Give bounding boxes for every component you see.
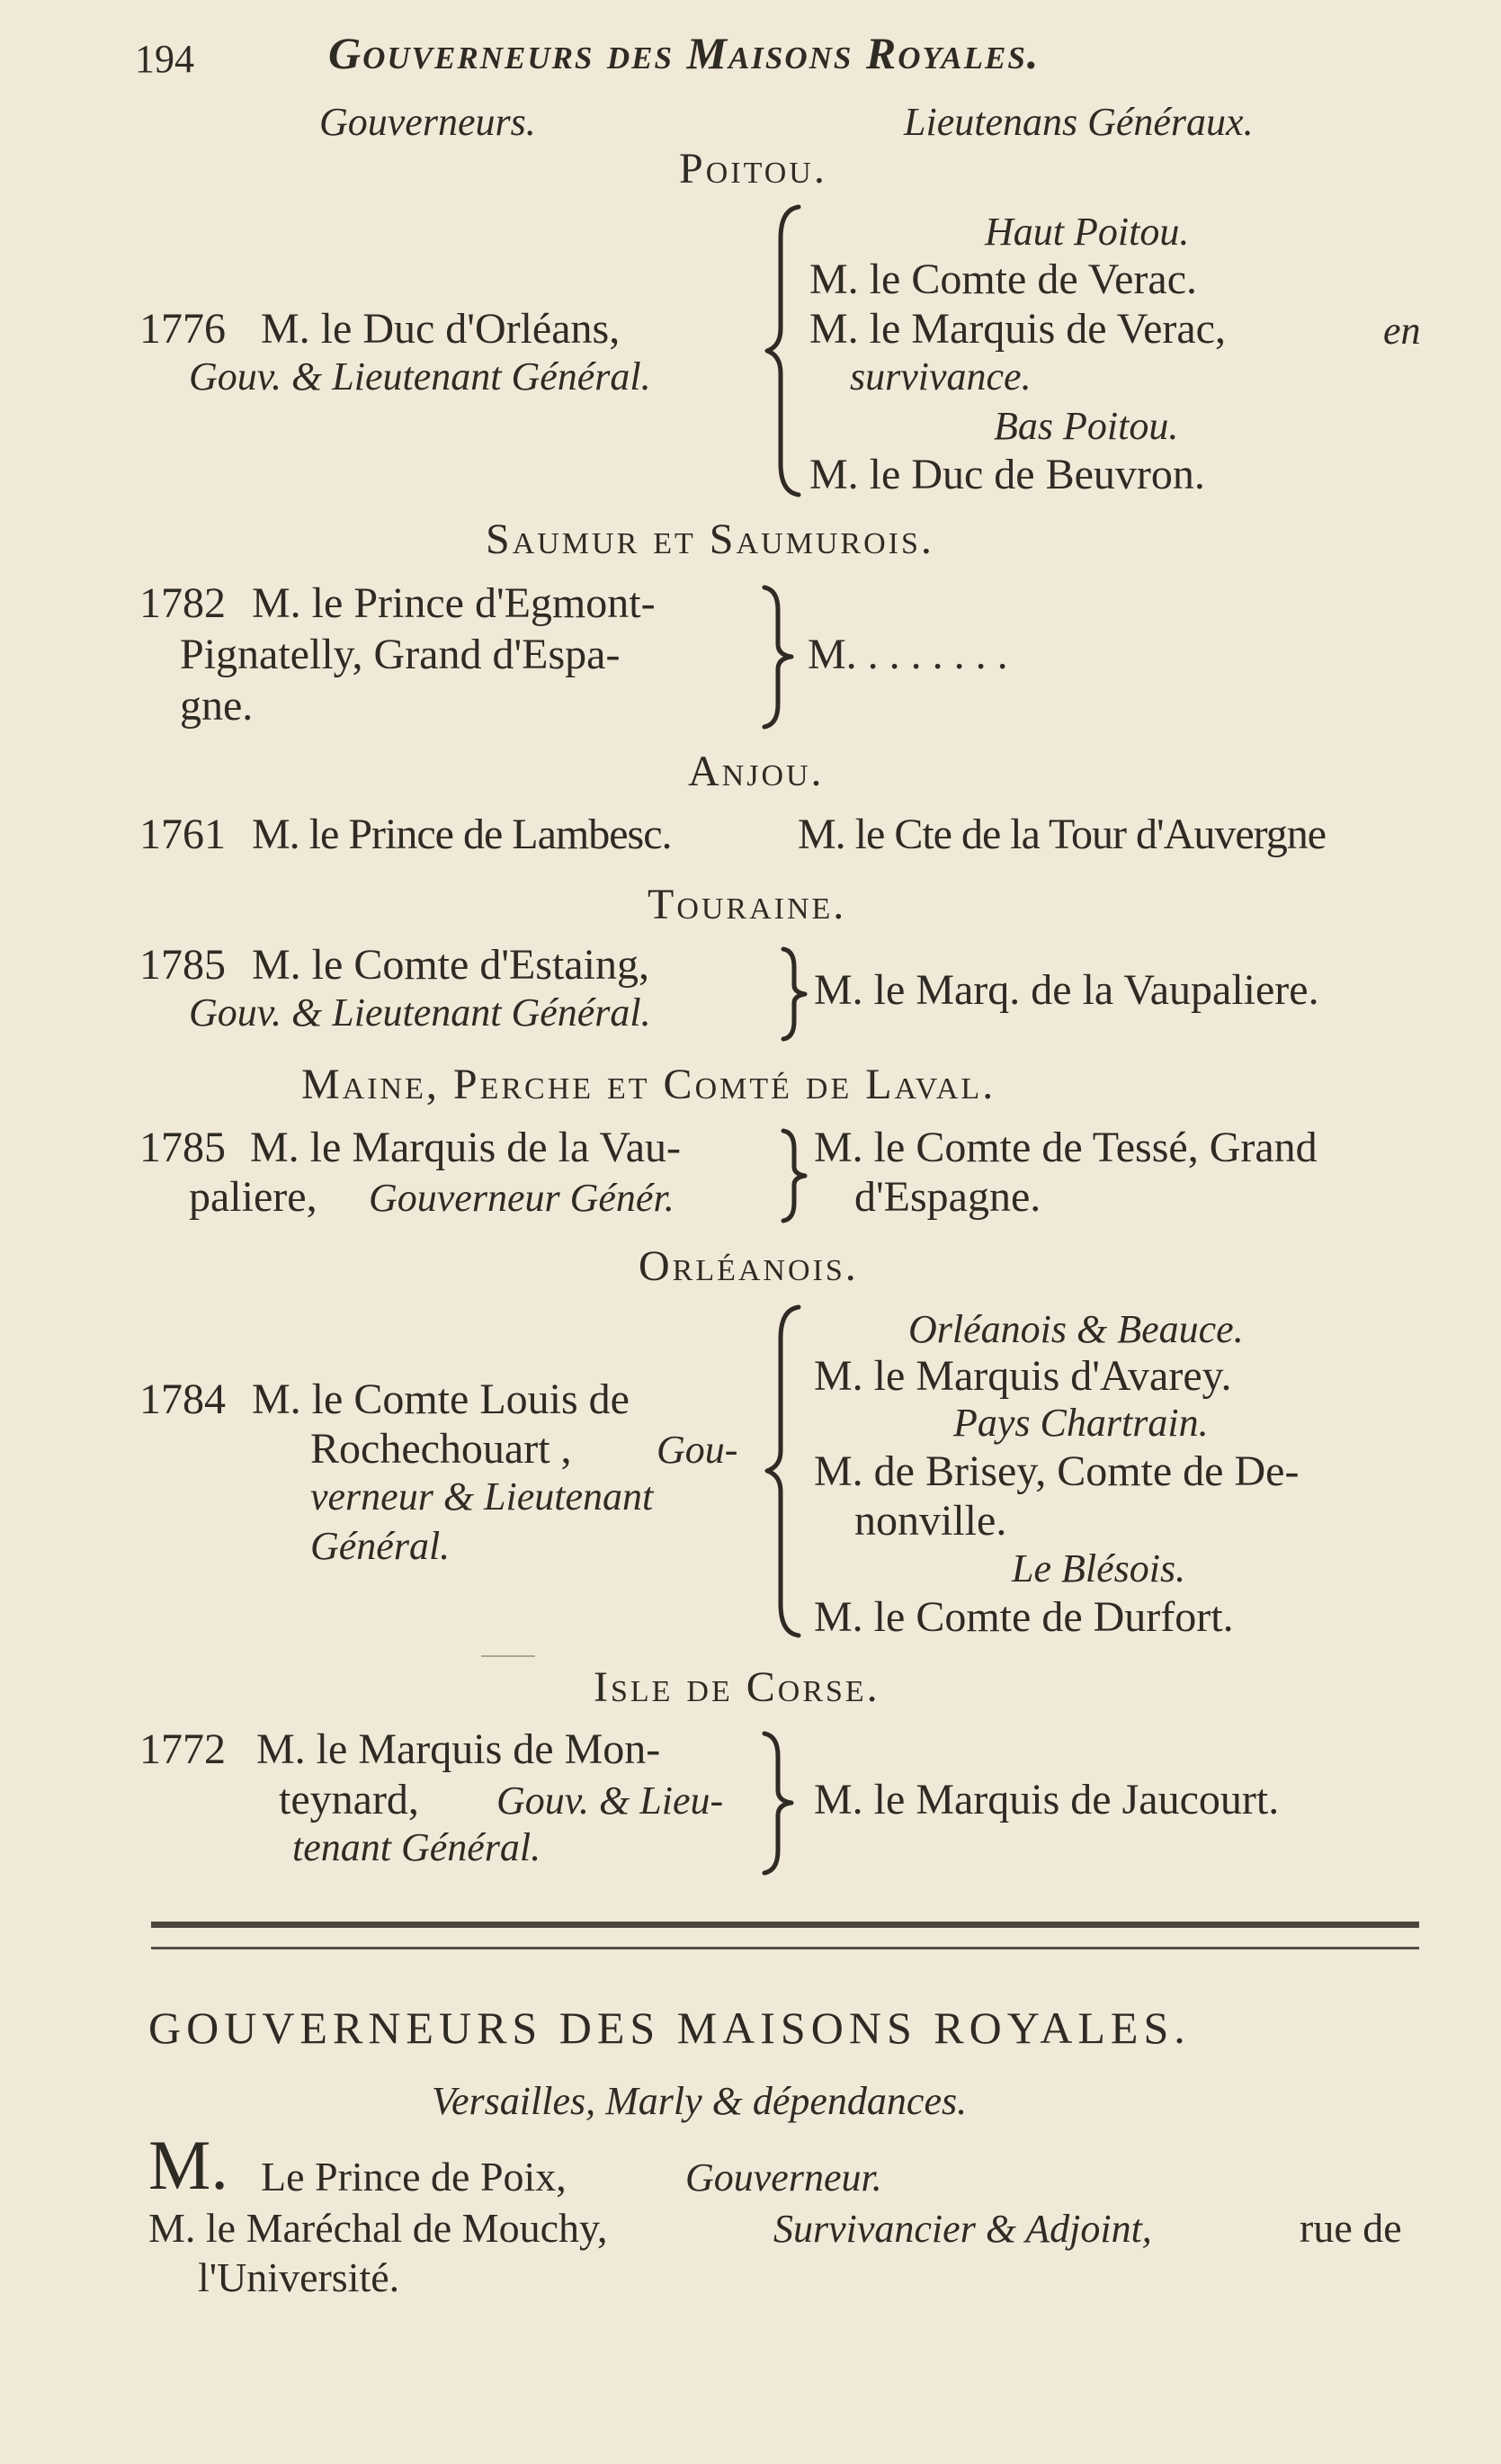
maine-governor-line-2: paliere, <box>189 1173 317 1221</box>
touraine-governor: M. le Comte d'Estaing, <box>252 941 649 989</box>
orleanois-year: 1784 <box>139 1375 226 1423</box>
drop-initial: M. <box>148 2126 228 2204</box>
poitou-governor-title: Gouv. & Lieutenant Général. <box>189 354 651 399</box>
orleanois-brace <box>763 1303 808 1640</box>
running-title: Gouverneurs des Maisons Royales. <box>328 28 1041 78</box>
small-divider <box>481 1655 535 1657</box>
column-header-lieutenants: Lieutenans Généraux. <box>904 100 1254 144</box>
maisons-line-3: l'Université. <box>198 2254 400 2300</box>
anjou-year: 1761 <box>139 811 226 858</box>
poitou-lieutenant-1: M. le Comte de Verac. <box>809 255 1197 303</box>
saumur-governor-line-3: gne. <box>180 682 254 730</box>
poitou-brace <box>763 202 808 499</box>
maine-lieutenant-line-2: d'Espagne. <box>854 1173 1041 1221</box>
section-title-poitou: Poitou. <box>679 145 827 193</box>
maisons-title: GOUVERNEURS DES MAISONS ROYALES. <box>148 2003 1191 2053</box>
poitou-lieutenant-2: M. le Marquis de Verac, <box>809 305 1226 353</box>
saumur-governor-line-1: M. le Prince d'Egmont- <box>252 579 656 627</box>
touraine-brace <box>778 945 810 1044</box>
maine-brace <box>778 1126 810 1225</box>
maisons-line-1: Le Prince de Poix, <box>261 2154 567 2200</box>
corse-governor-line-2: teynard, <box>279 1776 419 1823</box>
maine-governor-line-1: M. le Marquis de la Vau- <box>250 1124 682 1171</box>
corse-brace <box>760 1729 796 1877</box>
thick-divider <box>151 1922 1419 1928</box>
section-title-maine: Maine, Perche et Comté de Laval. <box>301 1061 996 1108</box>
orleanois-governor-title-1: Gou- <box>657 1428 738 1472</box>
poitou-lieutenant-2-cont: survivance. <box>850 354 1032 399</box>
touraine-lieutenant: M. le Marq. de la Vaupaliere. <box>814 966 1319 1014</box>
corse-governor-line-1: M. le Marquis de Mon- <box>256 1725 661 1773</box>
corse-governor-title-2: tenant Général. <box>292 1825 541 1869</box>
section-title-saumur: Saumur et Saumurois. <box>486 515 934 563</box>
poitou-lieutenant-2-tail: en <box>1383 309 1421 353</box>
poitou-year: 1776 <box>139 305 226 353</box>
thin-divider <box>151 1947 1419 1949</box>
poitou-subheading-haut: Haut Poitou. <box>985 210 1190 254</box>
section-title-anjou: Anjou. <box>688 748 825 795</box>
orleanois-lieutenant-1: M. le Marquis d'Avarey. <box>814 1352 1232 1400</box>
orleanois-governor-title-3: Général. <box>310 1524 451 1568</box>
orleanois-subheading-2: Pays Chartrain. <box>953 1401 1209 1445</box>
maisons-line-2-role: Survivancier & Adjoint, <box>773 2207 1152 2251</box>
section-title-touraine: Touraine. <box>648 881 847 928</box>
maine-governor-title: Gouverneur Génér. <box>369 1176 675 1220</box>
orleanois-lieutenant-3: M. le Comte de Durfort. <box>814 1593 1234 1641</box>
page-number: 194 <box>135 37 194 81</box>
corse-governor-title-1: Gouv. & Lieu- <box>496 1779 724 1823</box>
maisons-line-2: M. le Maréchal de Mouchy, <box>148 2205 608 2251</box>
touraine-year: 1785 <box>139 941 226 989</box>
touraine-governor-title: Gouv. & Lieutenant Général. <box>189 990 651 1035</box>
orleanois-governor-line-1: M. le Comte Louis de <box>252 1375 630 1423</box>
orleanois-lieutenant-2: M. de Brisey, Comte de De- <box>814 1447 1300 1495</box>
poitou-subheading-bas: Bas Poitou. <box>994 404 1179 448</box>
poitou-lieutenant-3: M. le Duc de Beuvron. <box>809 451 1205 498</box>
orleanois-governor-title-2: verneur & Lieutenant <box>310 1474 654 1519</box>
maisons-line-1-role: Gouverneur. <box>685 2155 882 2200</box>
column-header-governors: Gouverneurs. <box>319 100 536 144</box>
saumur-lieutenant: M. . . . . . . . <box>808 631 1008 678</box>
saumur-governor-line-2: Pignatelly, Grand d'Espa- <box>180 631 621 678</box>
anjou-governor: M. le Prince de Lambesc. <box>252 811 672 858</box>
poitou-governor: M. le Duc d'Orléans, <box>261 305 621 353</box>
maine-year: 1785 <box>139 1124 226 1171</box>
saumur-brace <box>760 583 796 731</box>
section-title-corse: Isle de Corse. <box>594 1663 880 1711</box>
orleanois-governor-line-2: Rochechouart , <box>310 1425 572 1473</box>
corse-year: 1772 <box>139 1725 226 1773</box>
anjou-lieutenant: M. le Cte de la Tour d'Auvergne <box>798 811 1327 858</box>
maisons-subtitle: Versailles, Marly & dépendances. <box>432 2079 968 2123</box>
saumur-year: 1782 <box>139 579 226 627</box>
orleanois-subheading-3: Le Blésois. <box>1012 1546 1186 1590</box>
orleanois-subheading-1: Orléanois & Beauce. <box>908 1307 1244 1351</box>
section-title-orleanois: Orléanois. <box>639 1242 859 1290</box>
corse-lieutenant: M. le Marquis de Jaucourt. <box>814 1776 1280 1823</box>
maine-lieutenant-line-1: M. le Comte de Tessé, Grand <box>814 1124 1318 1171</box>
maisons-line-2-tail: rue de <box>1300 2205 1402 2251</box>
orleanois-lieutenant-2-cont: nonville. <box>854 1497 1007 1545</box>
